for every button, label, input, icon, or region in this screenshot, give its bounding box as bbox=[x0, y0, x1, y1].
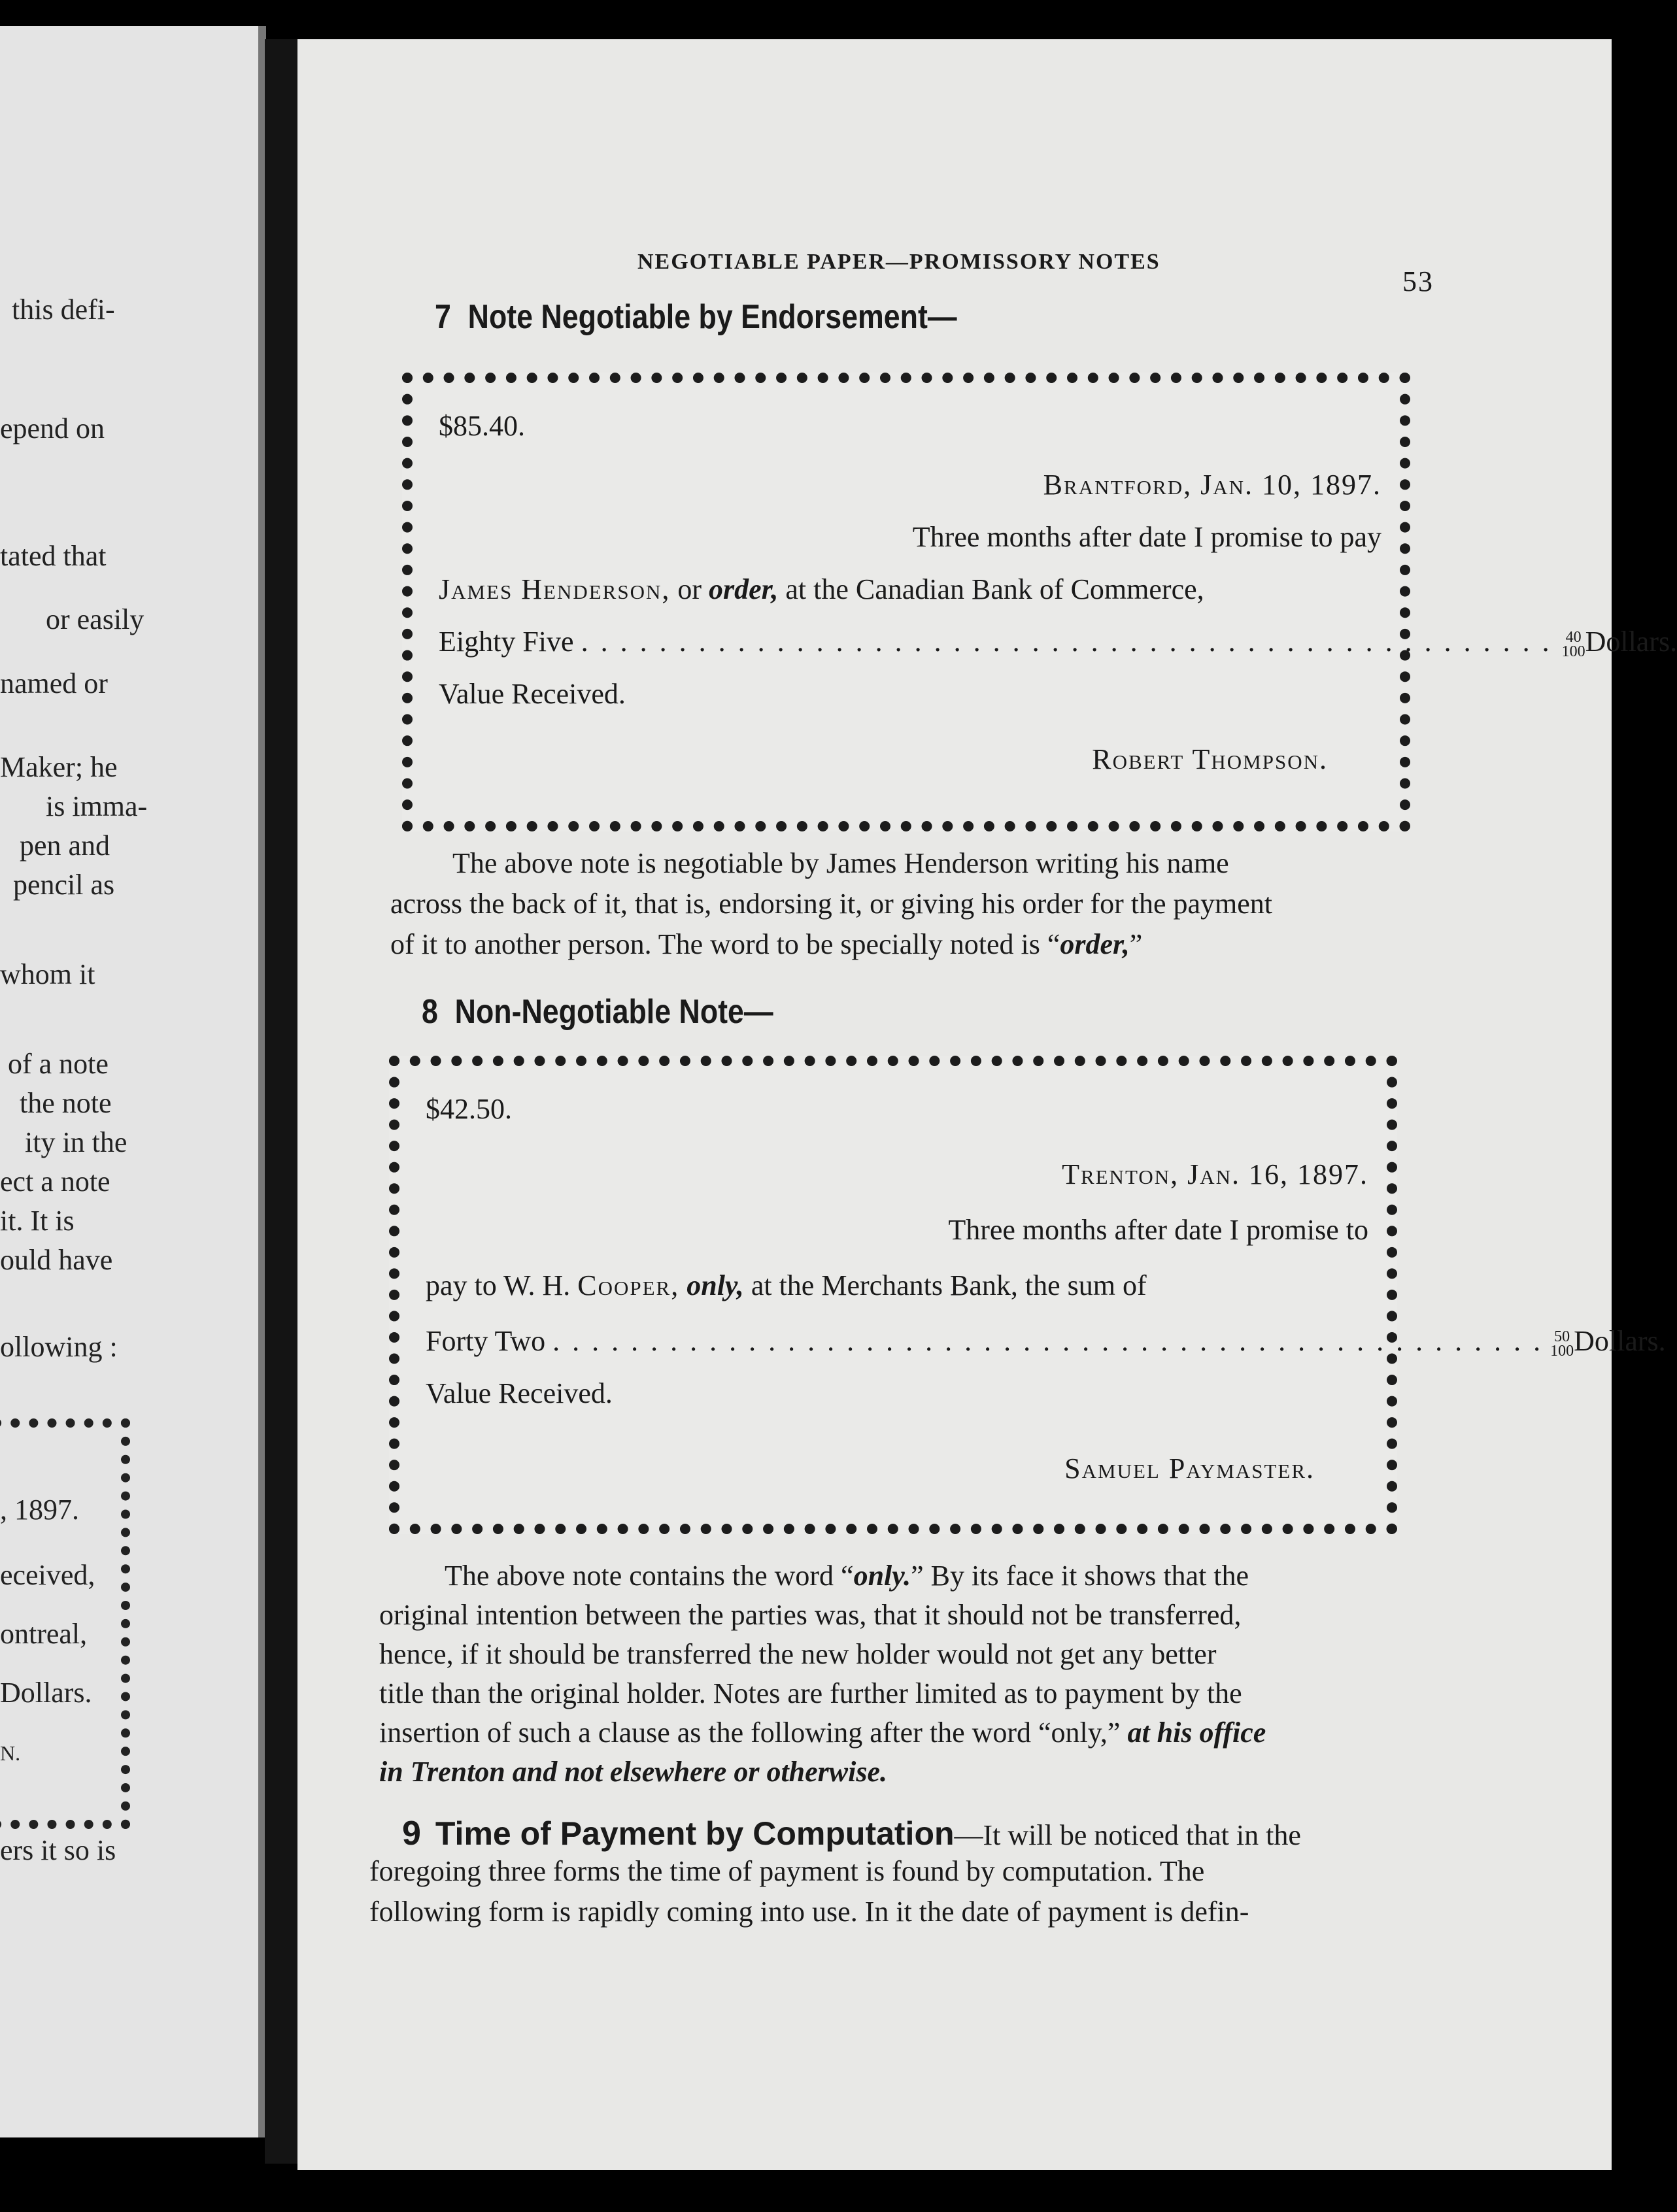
fraction-numerator: 50 bbox=[1554, 1328, 1570, 1345]
paragraph-line bbox=[390, 928, 1142, 961]
paragraph-emphasis: in Trenton and not elsewhere or otherwise. bbox=[379, 1756, 888, 1788]
note-cents-fraction bbox=[1550, 1330, 1574, 1358]
note-payee-line bbox=[426, 1269, 1147, 1302]
note-payee-line bbox=[439, 573, 1204, 606]
left-box-fragment: Dollars. bbox=[0, 1677, 92, 1709]
note-text: at the Canadian Bank of Commerce, bbox=[785, 573, 1204, 605]
note-amount: $85.40. bbox=[439, 410, 525, 442]
left-text-fragment: named or bbox=[0, 667, 108, 699]
paragraph-line: foregoing three forms the time of payment is found by computation. The bbox=[369, 1855, 1205, 1887]
paragraph-text: The above note contains the word “ bbox=[445, 1560, 854, 1592]
left-box-fragment: N. bbox=[0, 1741, 21, 1765]
note-leader-dots: . . . . . . . . . . . . . . . . . . . . . . . . . . . . . . . . . . . . . . . . . . . . . . . . . . bbox=[581, 626, 1562, 658]
note-value-received: Value Received. bbox=[439, 678, 626, 710]
left-text-fragment: ould have bbox=[0, 1244, 113, 1276]
note-sum-line bbox=[426, 1324, 1666, 1360]
note-amount: $42.50. bbox=[426, 1093, 512, 1125]
note-text: or bbox=[677, 573, 702, 605]
left-facing-page bbox=[0, 26, 258, 2137]
section-9-heading-line bbox=[402, 1814, 1301, 1853]
note-currency: Dollars. bbox=[1574, 1325, 1666, 1357]
note-payee: Cooper, bbox=[577, 1269, 680, 1301]
paragraph-line bbox=[445, 1559, 1249, 1592]
page-number: 53 bbox=[1402, 265, 1434, 297]
section-title: Non-Negotiable Note— bbox=[454, 993, 773, 1031]
paragraph-text: of it to another person. The word to be specially noted is “ bbox=[390, 928, 1060, 960]
note-text: pay to W. H. bbox=[426, 1269, 571, 1301]
paragraph-line: hence, if it should be transferred the new holder would not get any better bbox=[379, 1638, 1217, 1670]
note-promise-line: Three months after date I promise to bbox=[948, 1214, 1368, 1246]
paragraph-keyword: order, bbox=[1060, 928, 1130, 960]
paragraph-text: —It will be noticed that in the bbox=[954, 1819, 1301, 1851]
promissory-note-box bbox=[389, 1056, 1666, 1534]
left-text-fragment: is imma- bbox=[46, 790, 148, 822]
paragraph-text: ” By its face it shows that the bbox=[911, 1560, 1249, 1592]
section-8-heading bbox=[422, 992, 773, 1031]
section-number: 9 bbox=[402, 1815, 421, 1852]
paragraph-line: The above note is negotiable by James Henderson writing his name bbox=[452, 847, 1229, 879]
paragraph-emphasis: at his office bbox=[1127, 1717, 1266, 1749]
note-cents-fraction bbox=[1562, 630, 1585, 659]
section-7-heading bbox=[435, 297, 957, 337]
running-header: NEGOTIABLE PAPER—PROMISSORY NOTES bbox=[637, 250, 1160, 274]
left-text-fragment: epend on bbox=[0, 412, 105, 444]
paragraph-text: insertion of such a clause as the following after the word “only,” bbox=[379, 1717, 1121, 1749]
paragraph-text: ” bbox=[1129, 928, 1143, 960]
section-number: 7 bbox=[435, 298, 451, 336]
note-signature: Robert Thompson. bbox=[1092, 743, 1328, 775]
fraction-numerator: 40 bbox=[1565, 628, 1582, 646]
note-promise-line: Three months after date I promise to pay bbox=[912, 521, 1381, 553]
note-leader-dots: . . . . . . . . . . . . . . . . . . . . . . . . . . . . . . . . . . . . . . . . . . . . . . . . . . . bbox=[552, 1325, 1544, 1357]
note-sum-words: Forty Two bbox=[426, 1325, 546, 1357]
note-place-date: Brantford, Jan. 10, 1897. bbox=[1043, 469, 1381, 501]
note-place-date: Trenton, Jan. 16, 1897. bbox=[1062, 1158, 1368, 1190]
left-text-fragment: this defi- bbox=[12, 293, 115, 326]
left-text-fragment: the note bbox=[20, 1087, 112, 1119]
right-page bbox=[297, 39, 1677, 2170]
left-text-fragment: it. It is bbox=[0, 1205, 75, 1237]
left-text-fragment: tated that bbox=[0, 540, 107, 572]
paragraph-line bbox=[379, 1716, 1266, 1749]
left-text-fragment: Maker; he bbox=[0, 751, 118, 783]
note-keyword: order, bbox=[709, 573, 779, 605]
left-text-fragment: of a note bbox=[8, 1048, 109, 1080]
note-sum-line bbox=[439, 625, 1677, 660]
note-keyword: only, bbox=[686, 1269, 744, 1301]
note-value-received: Value Received. bbox=[426, 1377, 613, 1409]
left-text-fragment: pen and bbox=[20, 830, 110, 862]
left-text-fragment: pencil as bbox=[13, 869, 115, 901]
note-signature: Samuel Paymaster. bbox=[1064, 1452, 1315, 1484]
book-spine bbox=[265, 39, 297, 2164]
section-title: Note Negotiable by Endorsement— bbox=[467, 298, 957, 336]
left-box-fragment: , 1897. bbox=[0, 1494, 79, 1526]
paragraph-line: original intention between the parties was, that it should not be transferred, bbox=[379, 1599, 1242, 1631]
left-text-fragment: or easily bbox=[46, 603, 144, 635]
left-text-fragment: ity in the bbox=[25, 1126, 127, 1158]
left-text-fragment: whom it bbox=[0, 958, 95, 990]
left-note-box-border bbox=[0, 1418, 130, 1829]
fraction-denominator: 100 bbox=[1550, 1342, 1574, 1360]
promissory-note-box bbox=[402, 373, 1677, 831]
note-sum-words: Eighty Five bbox=[439, 626, 574, 658]
left-box-fragment: eceived, bbox=[0, 1559, 95, 1591]
note-text: at the Merchants Bank, the sum of bbox=[751, 1269, 1147, 1301]
left-text-fragment: ect a note bbox=[0, 1165, 110, 1198]
section-number: 8 bbox=[422, 993, 438, 1031]
paragraph-line bbox=[379, 1755, 887, 1788]
paragraph-line: following form is rapidly coming into use. In it the date of payment is defin- bbox=[369, 1896, 1249, 1928]
note-payee: James Henderson, bbox=[439, 573, 671, 605]
left-text-fragment: ers it so is bbox=[0, 1834, 116, 1866]
fraction-denominator: 100 bbox=[1561, 643, 1585, 660]
section-title: Time of Payment by Computation bbox=[435, 1815, 955, 1852]
paragraph-line: across the back of it, that is, endorsing it, or giving his order for the payment bbox=[390, 888, 1273, 920]
left-box-fragment: ontreal, bbox=[0, 1618, 88, 1650]
left-text-fragment: ollowing : bbox=[0, 1331, 118, 1363]
note-currency: Dollars. bbox=[1585, 626, 1677, 658]
paragraph-keyword: only. bbox=[853, 1560, 911, 1592]
paragraph-line: title than the original holder. Notes are further limited as to payment by the bbox=[379, 1677, 1242, 1709]
